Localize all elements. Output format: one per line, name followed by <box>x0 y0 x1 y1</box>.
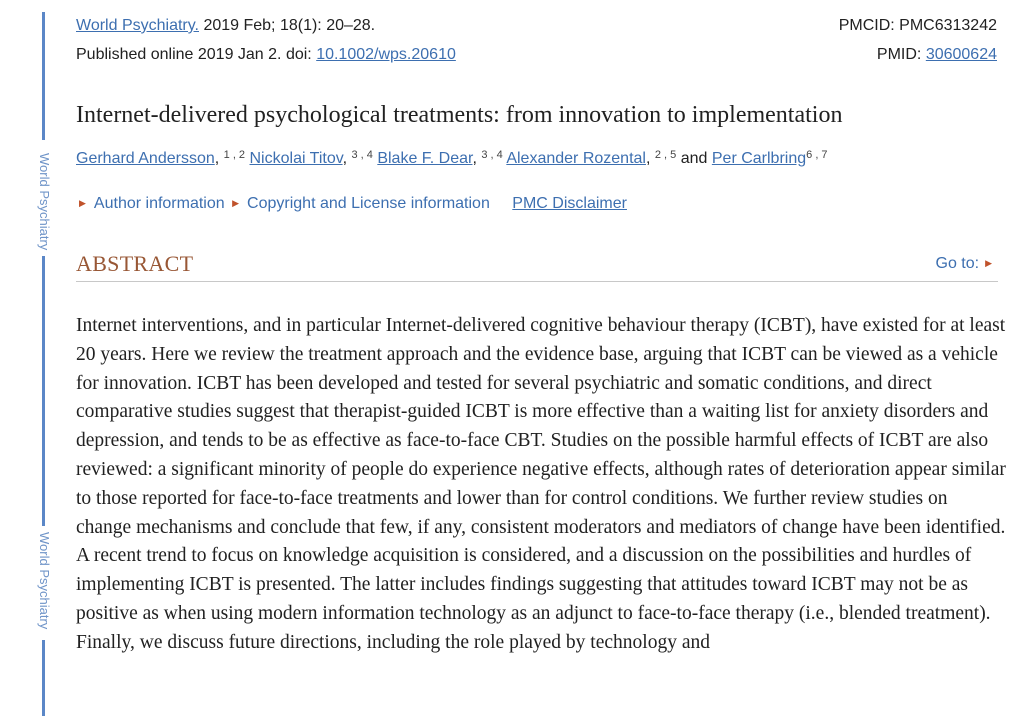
pmcid: PMCID: PMC6313242 <box>838 17 997 34</box>
article-title: Internet-delivered psychological treatments: from innovation to implementation <box>76 102 843 128</box>
author-link[interactable]: Nickolai Titov <box>249 150 343 167</box>
abstract-heading: ABSTRACT <box>76 251 194 276</box>
author-affiliation[interactable]: 2 , 5 <box>654 149 677 161</box>
author-list: Gerhard Andersson, $^{1 , 2}$ Nickolai Titov, $^{3 , 4}$ Blake F. Dear, $^{3 , 4}$ Alexander Rozental, $^{2 , 5}$ and Per Carlbring$^{6 , 7}$ <box>76 149 828 167</box>
author-affiliation[interactable]: 6 , 7 <box>806 149 828 161</box>
doi-line <box>76 45 456 65</box>
copyright-license-toggle[interactable]: Copyright and License information <box>247 195 490 212</box>
pmc-disclaimer-link[interactable]: PMC Disclaimer <box>512 195 627 212</box>
expand-triangle-icon: ▶ <box>232 198 240 208</box>
goto-label: Go to: <box>935 255 980 272</box>
article-info-links <box>76 192 627 215</box>
goto-menu-button[interactable] <box>936 253 993 274</box>
triangle-right-icon: ▶ <box>985 258 992 268</box>
pmid-line <box>877 45 997 65</box>
published-text: Published online 2019 Jan 2. doi: <box>76 46 317 63</box>
author-link[interactable]: Gerhard Andersson <box>76 150 215 167</box>
author-conjunction: and <box>680 150 708 167</box>
expand-triangle-icon: ▶ <box>79 198 86 208</box>
author-link[interactable]: Per Carlbring <box>711 150 807 167</box>
pmid-link[interactable]: 30600624 <box>925 46 997 63</box>
author-link[interactable]: Blake F. Dear <box>377 150 473 167</box>
section-divider <box>76 281 998 282</box>
abstract-body: Internet interventions, and in particular Internet-delivered cognitive behaviour therapy (ICBT), have existed for at least 20 years. Here we review the treatment approach and the evidence base, arguing that ICBT can be viewed as a vehicle for innovation. ICBT has been developed and tested for several psychiatric and somatic conditions, and direct comparative studies suggest that therapist-guided ICBT is more effective than a waiting list for anxiety disorders and depression, and tends to be as effective as face-to-face CBT. Studies on the possible harmful effects of ICBT are also reviewed: a significant minority of people do experience negative effects, although rates of deterioration appear similar to those reported for face-to-face treatments and lower than for control conditions. We further review studies on change mechanisms and conclude that few, if any, consistent moderators and mediators of change have been identified. A recent trend to focus on knowledge acquisition is considered, and a discussion on the possibilities and hurdles of implementing ICBT is presented. The latter includes findings suggesting that attitudes toward ICBT may not be as positive as when using modern information technology as an adjunct to face-to-face therapy (i.e., blended treatment). Finally, we discuss future directions, including the role played by technology and <box>76 315 1006 653</box>
rail-journal-link[interactable]: World Psychiatry <box>37 153 52 251</box>
citation-line <box>76 16 375 36</box>
rail-journal-link[interactable]: World Psychiatry <box>37 532 52 630</box>
author-affiliation[interactable]: 1 , 2 <box>223 149 246 161</box>
citation-details: 2019 Feb; 18(1): 20–28. <box>199 17 376 34</box>
author-information-toggle[interactable]: Author information <box>93 195 225 212</box>
author-affiliation[interactable]: 3 , 4 <box>481 149 503 161</box>
rail-bar <box>42 256 45 526</box>
rail-bar <box>42 640 45 716</box>
author-link[interactable]: Alexander Rozental <box>506 150 646 167</box>
journal-side-rail <box>38 0 50 716</box>
doi-link[interactable]: 10.1002/wps.20610 <box>316 46 456 63</box>
rail-bar <box>42 12 45 140</box>
pmid-label: PMID: <box>876 46 926 63</box>
journal-link[interactable]: World Psychiatry. <box>76 17 199 34</box>
author-affiliation[interactable]: 3 , 4 <box>351 149 373 161</box>
